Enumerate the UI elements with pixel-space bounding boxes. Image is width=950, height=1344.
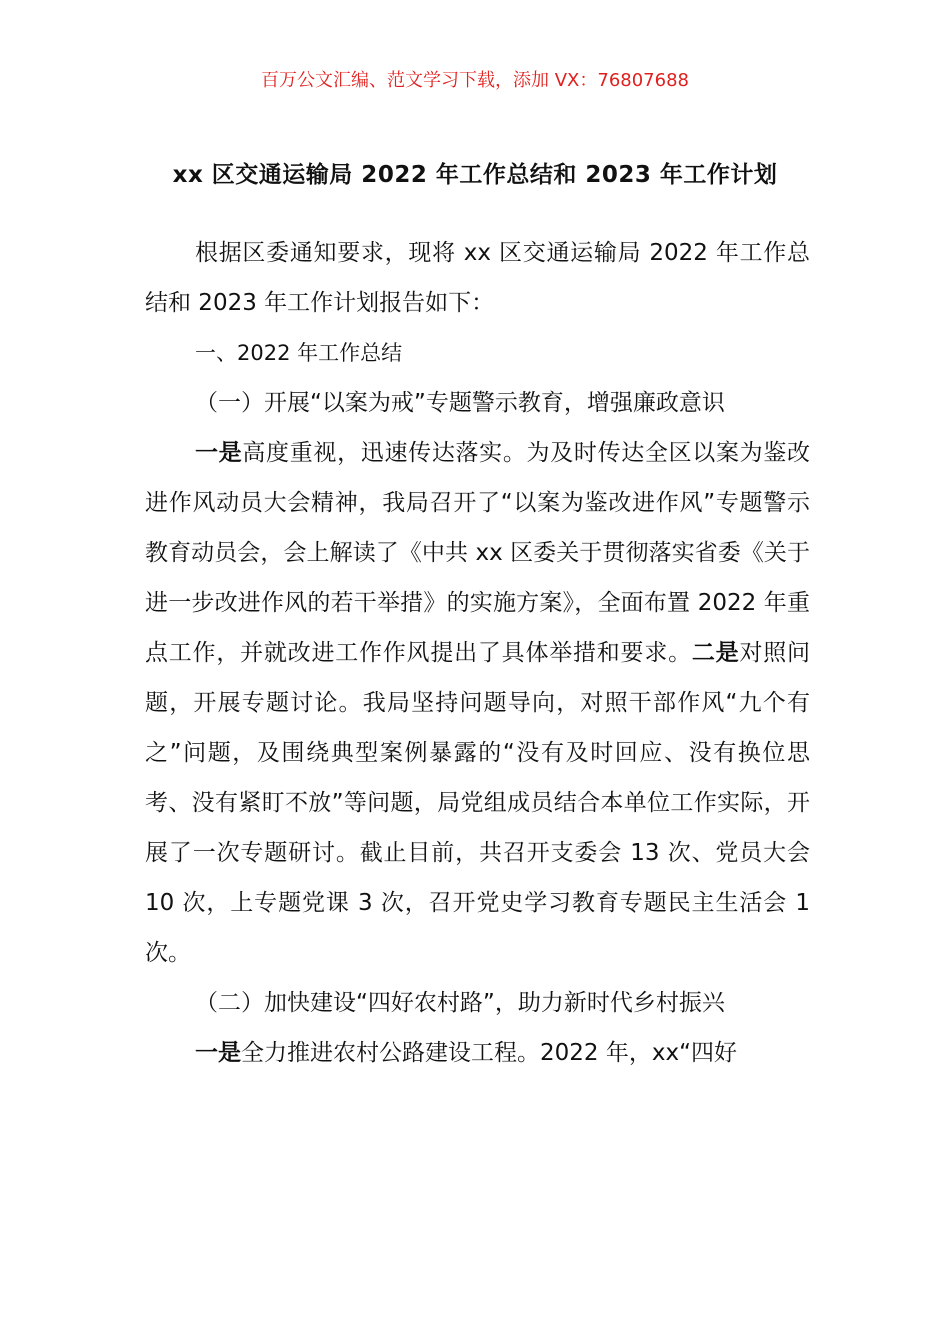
document-body [145, 228, 810, 1078]
paragraph-lead: 一是 [195, 1040, 241, 1066]
subsection-heading: （一）开展“以案为戒”专题警示教育，增强廉政意识 [195, 390, 725, 416]
paragraph-text: 高度重视，迅速传达落实。为及时传达全区以案为鉴改进作风动员大会精神，我局召开了“以案为鉴改进作风”专题警示教育动员会，会上解读了《中共 xx 区委关于贯彻落实省委《关于进一步改进作风的若干举措》的实施方案》，全面布置 2022 年重点工作，并就改进工作作风提出了具体举措和要求。 [145, 440, 811, 666]
paragraph-text: 全力推进农村公路建设工程。2022 年，xx“四好 [241, 1040, 737, 1066]
document-title: xx 区交通运输局 2022 年工作总结和 2023 年工作计划 [172, 162, 778, 188]
body-paragraph [145, 428, 810, 978]
paragraph-lead: 二是 [691, 640, 740, 666]
watermark-header: 百万公文汇编、范文学习下载，添加 VX：76807688 [261, 70, 689, 91]
body-paragraph [145, 1028, 810, 1078]
intro-paragraph: 根据区委通知要求，现将 xx 区交通运输局 2022 年工作总结和 2023 年工作计划报告如下： [145, 240, 810, 316]
section-heading: 一、2022 年工作总结 [195, 341, 403, 365]
subsection-heading: （二）加快建设“四好农村路”，助力新时代乡村振兴 [195, 990, 725, 1016]
paragraph-lead: 一是 [195, 440, 243, 466]
paragraph-text: 对照问题，开展专题讨论。我局坚持问题导向，对照干部作风“九个有之”问题，及围绕典型案例暴露的“没有及时回应、没有换位思考、没有紧盯不放”等问题，局党组成员结合本单位工作实际，开展了一次专题研讨。截止目前，共召开支委会 13 次、党员大会 10 次，上专题党课 3 次，召开党史学习教育专题民主生活会 1 次。 [145, 640, 811, 966]
